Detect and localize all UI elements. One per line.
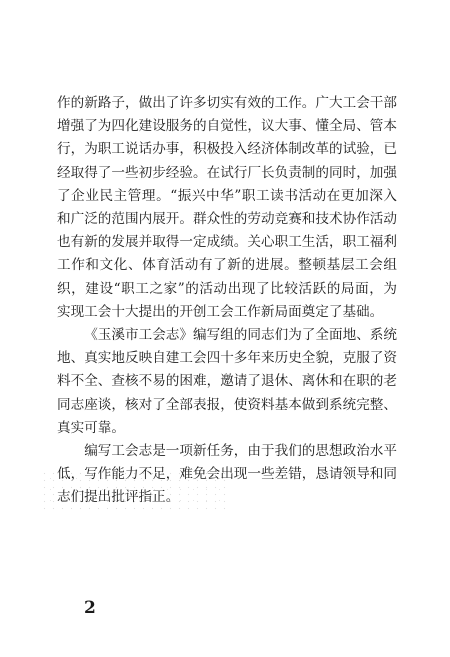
body-text [57, 92, 397, 510]
paragraph-editorial-team: 《玉溪市工会志》编写组的同志们为了全面地、系统地、真实地反映自建工会四十多年来历史全貌，克服了资料不全、查核不易的困难，邀请了退休、离休和在职的老同志座谈，核对了全部表报，使资料基本做到系统完整、真实可靠。 [57, 327, 397, 436]
paragraph-closing-note: 编写工会志是一项新任务，由于我们的思想政治水平低，写作能力不足，难免会出现一些差错，恳请领导和同志们提出批评指正。 [57, 443, 397, 506]
paragraph-continued: 作的新路子，做出了许多切实有效的工作。广大工会干部增强了为四化建设服务的自觉性，议大事、懂全局、管本行，为职工说话办事，积极投入经济体制改革的试验，已经取得了一些初步经验。在试行厂长负责制的同时，加强了企业民主管理。“振兴中华”职工读书活动在更加深入和广泛的范围内展开。群众性的劳动竞赛和技术协作活动也有新的发展并取得一定成绩。关心职工生活，职工福利工作和文化、体育活动有了新的进展。整顿基层工会组织，建设“职工之家”的活动出现了比较活跃的局面，为实现工会十大提出的开创工会工作新局面奠定了基础。 [57, 95, 397, 320]
page-number: 2 [84, 598, 96, 618]
scan-speckle [40, 470, 230, 510]
